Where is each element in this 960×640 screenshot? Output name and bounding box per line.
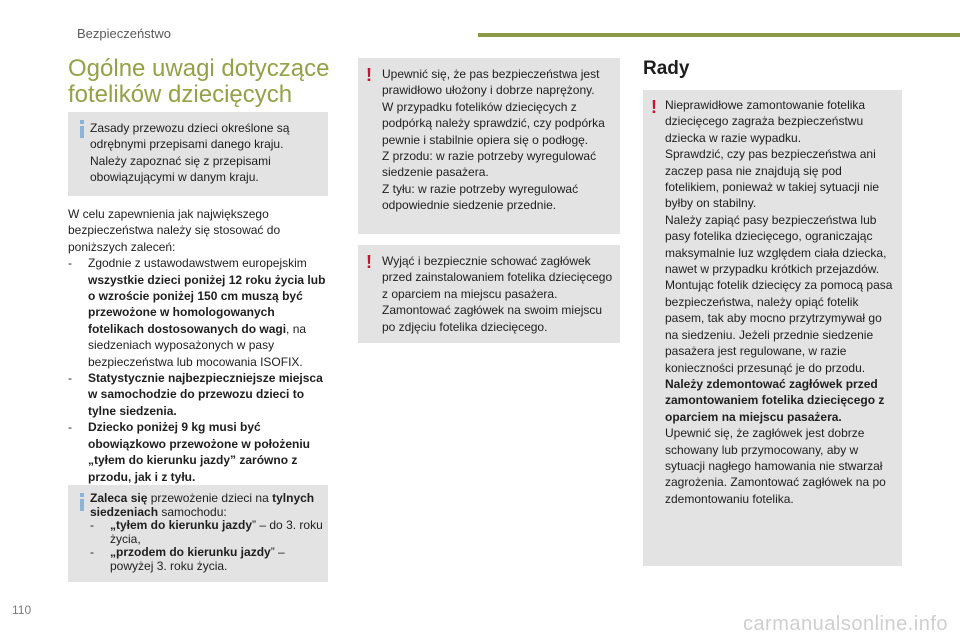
- list-item-forward-facing: [90, 546, 325, 573]
- warning-text-seatbelt: [382, 66, 616, 214]
- list-item-under-9kg: [68, 419, 328, 485]
- list-text: , na siedzeniach wyposażonych w pasy bezpieczeństwa lub mocowania ISOFIX.: [88, 321, 307, 369]
- intro-text: [68, 206, 328, 485]
- advice-bold: Należy zdemontować zagłówek przed zamontowaniem fotelika dziecięcego z oparciem na miejscu pasażera.: [665, 376, 885, 424]
- watermark: carmanualsonline.info: [742, 613, 948, 635]
- warning-icon: !: [366, 252, 372, 272]
- info-icon: [77, 493, 87, 511]
- list-bold: Dziecko poniżej 9 kg musi być obowiązkowo przewożone w położeniu „tyłem do kierunku jazdy” zarówno z przodu, jak i z tyłu.: [88, 420, 310, 484]
- list-bold: Statystycznie najbezpieczniejsze miejsca w samochodzie do przewozu dzieci to tylne siedzenia.: [88, 371, 323, 418]
- info-text: samochodu:: [158, 504, 227, 519]
- list-dash: -: [68, 420, 72, 435]
- warning-line: Upewnić się, że pas bezpieczeństwa jest prawidłowo ułożony i dobrze naprężony.: [382, 67, 600, 98]
- advice-paragraph: Należy zapiąć pasy bezpieczeństwa lub pasy fotelika dziecięcego, ograniczając maksymalnie luz względem ciała dziecka, nawet w przypadku krótkich przejazdów.: [665, 212, 887, 277]
- list-dash: -: [90, 545, 94, 559]
- warning-box-seatbelt: [358, 58, 620, 234]
- advice-paragraph: Upewnić się, że zagłówek jest dobrze schowany lub przymocowany, aby w sytuacji nagłego hamowania nie stwarzał zagrożenia. Zamontować zagłówek na po zdemontowaniu fotelika.: [665, 426, 886, 506]
- rady-title: Rady: [643, 58, 690, 79]
- page-title-line-1: Ogólne uwagi dotyczące: [68, 55, 330, 82]
- list-text: ” – do 3. roku życia,: [110, 518, 323, 546]
- advice-paragraph: Montując fotelik dziecięcy za pomocą pasa bezpieczeństwa, należy opiąć fotelik pasem, tak aby mocno przytrzymywał go na siedzeniu. Jeżeli przednie siedzenie pasażera jest regulowane, w razie konieczności przesunąć je do przodu.: [665, 278, 893, 375]
- list-item-rear-seats: [68, 370, 328, 419]
- warning-line: Z przodu: w razie potrzeby wyregulować siedzenie pasażera.: [382, 149, 597, 180]
- info-text-recommendation: [90, 492, 325, 573]
- list-text: Zgodnie z ustawodawstwem europejskim: [88, 256, 307, 271]
- list-dash: -: [90, 518, 94, 532]
- info-box-recommendation: [68, 485, 328, 582]
- list-item-rear-facing: [90, 519, 325, 546]
- info-icon: [77, 120, 87, 138]
- info-bold: Zaleca się: [90, 491, 148, 505]
- list-dash: -: [68, 371, 72, 386]
- intro-paragraph: W celu zapewnienia jak największego bezpieczeństwa należy się stosować do poniższych zaleceń:: [68, 207, 281, 254]
- page-title: [68, 56, 330, 108]
- info-text-regulations: Zasady przewozu dzieci określone są odrębnymi przepisami danego kraju. Należy zapoznać się z przepisami obowiązującymi w danym kraju.: [90, 121, 290, 185]
- info-box-regulations: [68, 112, 328, 196]
- list-text: ” – powyżej 3. roku życia.: [110, 545, 285, 573]
- page-number: 110: [12, 603, 32, 617]
- list-bold: wszystkie dzieci poniżej 12 roku życia lub o wzroście poniżej 150 cm muszą być przewożone w homologowanych fotelikach dostosowanych do wagi: [88, 272, 326, 336]
- advice-bold-paragraph: [665, 376, 898, 425]
- header-divider: [478, 33, 960, 37]
- section-label: Bezpieczeństwo: [77, 26, 171, 41]
- warning-line: Z tyłu: w razie potrzeby wyregulować odpowiednie siedzenie przednie.: [382, 181, 579, 213]
- page-title-line-2: fotelików dziecięcych: [68, 81, 293, 108]
- warning-icon: !: [651, 97, 657, 117]
- warning-line: W przypadku fotelików dziecięcych z podpórką należy sprawdzić, czy podpórka pewnie i stabilnie opiera się o podłogę.: [382, 99, 605, 147]
- warning-text-headrest: Wyjąć i bezpiecznie schować zagłówek przed zainstalowaniem fotelika dziecięcego z oparciem na miejscu pasażera. Zamontować zagłówek na swoim miejscu po zdjęciu fotelika dziecięcego.: [382, 254, 613, 334]
- info-bold: tylnych siedzeniach: [90, 491, 315, 519]
- warning-box-advice: [643, 90, 902, 566]
- list-bold: „tyłem do kierunku jazdy: [110, 518, 253, 532]
- list-dash: -: [68, 256, 72, 271]
- list-item-law: [68, 255, 328, 370]
- advice-paragraph: Sprawdzić, czy pas bezpieczeństwa ani zaczep pasa nie znajdują się pod fotelikiem, ponieważ w takiej sytuacji nie byłby on stabilny.: [665, 147, 880, 211]
- list-bold: „przodem do kierunku jazdy: [110, 545, 271, 559]
- warning-box-headrest: [358, 245, 620, 343]
- info-text: przewożenie dzieci na: [147, 491, 273, 505]
- advice-paragraph: Nieprawidłowe zamontowanie fotelika dziecięcego zagraża bezpieczeństwu dziecka w razie wypadku.: [665, 98, 866, 145]
- advice-text: [665, 97, 898, 507]
- warning-icon: !: [366, 65, 372, 85]
